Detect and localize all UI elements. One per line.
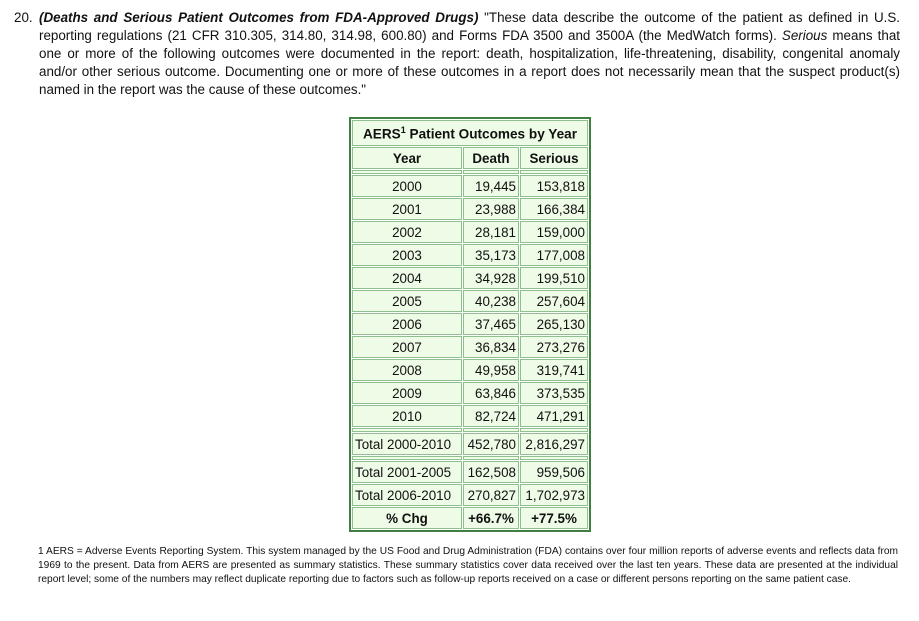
serious-cell: 199,510: [520, 267, 588, 289]
year-cell: 2005: [352, 290, 462, 312]
death-cell: 23,988: [463, 198, 519, 220]
footnote-marker: 1: [400, 124, 406, 135]
item-text-part1: "These data describe the outcome of the patient as defined in U.S. reporting regulations (21 CFR 310.305, 314.80, 314.98, 600.80) and Forms FDA 3500 and 3500A (the MedWatch forms).: [39, 10, 901, 43]
total-death: 452,780: [463, 433, 519, 455]
serious-cell: 166,384: [520, 198, 588, 220]
death-cell: 63,846: [463, 382, 519, 404]
death-cell: 35,173: [463, 244, 519, 266]
spacer-cell: [352, 428, 462, 432]
total-label: Total 2006-2010: [352, 484, 462, 506]
total-serious: 2,816,297: [520, 433, 588, 455]
list-item-20: [14, 9, 900, 99]
header-death: Death: [463, 147, 519, 169]
spacer-cell: [520, 456, 588, 460]
death-cell: 34,928: [463, 267, 519, 289]
item-number: 20.: [14, 10, 33, 25]
total-death: 162,508: [463, 461, 519, 483]
serious-cell: 177,008: [520, 244, 588, 266]
serious-cell: 273,276: [520, 336, 588, 358]
pct-change-label: % Chg: [352, 507, 462, 529]
death-cell: 49,958: [463, 359, 519, 381]
spacer-row: [352, 170, 588, 174]
year-cell: 2006: [352, 313, 462, 335]
item-text-part2: means that one or more of the following outcomes were documented in the report: death, hospitalization, life-threatening, disability, congenital anomaly and/or other serious outcome. Documenting one or more of these outcomes in a report does not necessarily mean that the suspect product(s) named in the report was the cause of these outcomes.": [39, 28, 900, 97]
footnote: 1 AERS = Adverse Events Reporting System. This system managed by the US Food and Drug Administration (FDA) contains over four million reports of adverse events and reflects data from 1969 to the present. Data from AERS are presented as summary statistics. These summary statistics cover data received over the last ten years. These data are presented at the individual report level; some of the numbers may reflect duplicate reporting due to factors such as follow-up reports received on a case or different persons reporting on the same patient case.: [38, 546, 898, 586]
serious-cell: 373,535: [520, 382, 588, 404]
total-death: 270,827: [463, 484, 519, 506]
table-row: [352, 405, 588, 427]
outcomes-table-container: [349, 117, 591, 532]
year-cell: 2000: [352, 175, 462, 197]
spacer-row: [352, 456, 588, 460]
table-row: [352, 336, 588, 358]
death-cell: 40,238: [463, 290, 519, 312]
table-title-row: [352, 120, 588, 146]
death-cell: 82,724: [463, 405, 519, 427]
spacer-cell: [352, 456, 462, 460]
spacer-cell: [463, 428, 519, 432]
header-serious: Serious: [520, 147, 588, 169]
spacer-cell: [463, 170, 519, 174]
table-row: [352, 359, 588, 381]
total-label: Total 2001-2005: [352, 461, 462, 483]
table-row: [352, 382, 588, 404]
total-row-2006-2010: [352, 484, 588, 506]
year-cell: 2001: [352, 198, 462, 220]
year-cell: 2008: [352, 359, 462, 381]
title-suffix: Patient Outcomes by Year: [405, 126, 578, 142]
table-header-row: [352, 147, 588, 169]
serious-cell: 153,818: [520, 175, 588, 197]
spacer-cell: [520, 428, 588, 432]
spacer-cell: [463, 456, 519, 460]
death-cell: 36,834: [463, 336, 519, 358]
serious-cell: 471,291: [520, 405, 588, 427]
total-label: Total 2000-2010: [352, 433, 462, 455]
serious-cell: 265,130: [520, 313, 588, 335]
year-cell: 2010: [352, 405, 462, 427]
serious-cell: 319,741: [520, 359, 588, 381]
table-row: [352, 175, 588, 197]
serious-cell: 159,000: [520, 221, 588, 243]
table-title: [352, 120, 588, 146]
serious-cell: 257,604: [520, 290, 588, 312]
death-cell: 28,181: [463, 221, 519, 243]
serious-term: Serious: [781, 28, 828, 43]
outcomes-table: [349, 117, 591, 532]
table-row: [352, 290, 588, 312]
header-year: Year: [352, 147, 462, 169]
item-heading: (Deaths and Serious Patient Outcomes from FDA-Approved Drugs): [39, 10, 479, 25]
total-serious: 1,702,973: [520, 484, 588, 506]
year-cell: 2002: [352, 221, 462, 243]
table-row: [352, 198, 588, 220]
total-row-2001-2005: [352, 461, 588, 483]
table-row: [352, 244, 588, 266]
year-cell: 2004: [352, 267, 462, 289]
death-cell: 37,465: [463, 313, 519, 335]
spacer-cell: [520, 170, 588, 174]
table-row: [352, 221, 588, 243]
year-cell: 2009: [352, 382, 462, 404]
total-serious: 959,506: [520, 461, 588, 483]
pct-change-serious: +77.5%: [520, 507, 588, 529]
death-cell: 19,445: [463, 175, 519, 197]
spacer-row: [352, 428, 588, 432]
spacer-cell: [352, 170, 462, 174]
item-body: [39, 9, 900, 99]
year-cell: 2003: [352, 244, 462, 266]
table-row: [352, 267, 588, 289]
title-prefix: AERS: [362, 126, 401, 142]
total-row-2000-2010: [352, 433, 588, 455]
pct-change-death: +66.7%: [463, 507, 519, 529]
year-cell: 2007: [352, 336, 462, 358]
pct-change-row: [352, 507, 588, 529]
table-row: [352, 313, 588, 335]
year-rows: [352, 175, 588, 427]
